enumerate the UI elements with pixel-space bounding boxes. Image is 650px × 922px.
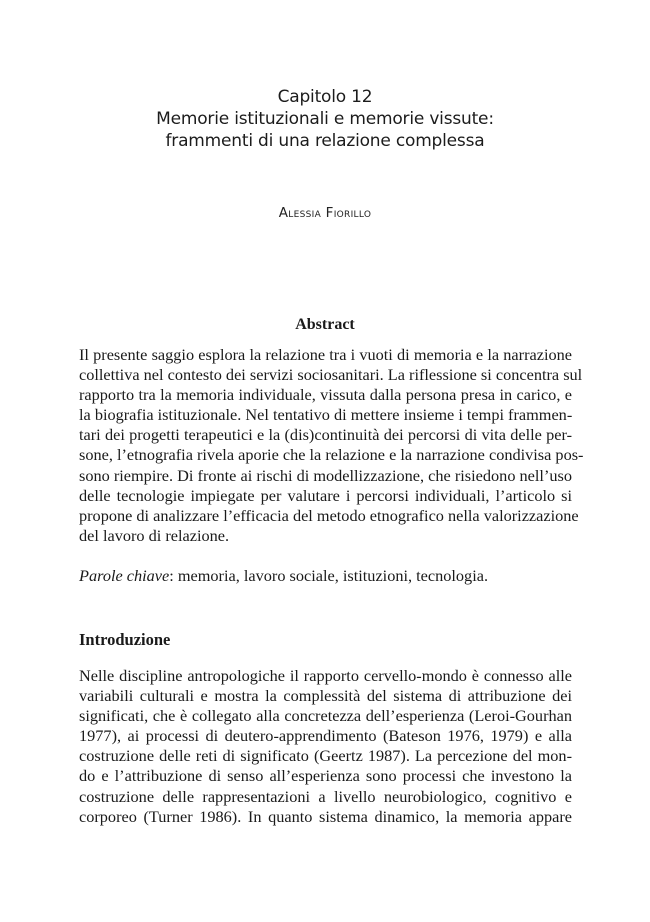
keywords-label: Parole chiave xyxy=(79,566,170,585)
intro-line: corporeo (Turner 1986). In quanto sistema dinamico, la memoria appare xyxy=(79,806,572,826)
abstract-heading: Abstract xyxy=(295,316,355,333)
intro-line: variabili culturali e mostra la complessità del sistema di attribuzione dei xyxy=(79,686,572,706)
abstract-line: rapporto tra la memoria individuale, vissuta dalla persona presa in carico, e xyxy=(79,385,572,405)
abstract-line: del lavoro di relazione. xyxy=(79,525,230,545)
chapter-title-line-1: Memorie istituzionali e memorie vissute: xyxy=(156,109,494,129)
intro-line: Nelle discipline antropologiche il rapporto cervello-mondo è connesso alle xyxy=(79,666,572,685)
abstract-line: sono riempire. Di fronte ai rischi di modellizzazione, che risiedono nell’uso xyxy=(79,465,572,485)
intro-line: do e l’attribuzione di senso all’esperienza sono processi che investono la xyxy=(79,766,572,786)
author-name: Alessia Fiorillo xyxy=(278,205,372,221)
abstract-line: la biografia istituzionale. Nel tentativo di mettere insieme i tempi frammen- xyxy=(79,405,573,425)
chapter-heading xyxy=(0,86,650,152)
chapter-title-line-2: frammenti di una relazione complessa xyxy=(165,131,485,151)
intro-line: costruzione delle rappresentazioni a livello neurobiologico, cognitivo e xyxy=(79,786,572,806)
abstract-line: collettiva nel contesto dei servizi sociosanitari. La riflessione si concentra sul xyxy=(79,365,583,385)
keywords-line xyxy=(79,566,572,586)
abstract-line: delle tecnologie impiegate per valutare i percorsi individuali, l’articolo si xyxy=(79,485,572,505)
keywords-list: : memoria, lavoro sociale, istituzioni, tecnologia. xyxy=(169,566,489,585)
abstract-paragraph xyxy=(79,345,584,546)
introduction-heading: Introduzione xyxy=(79,630,171,649)
abstract-line: sone, l’etnografia rivela aporie che la relazione e la narrazione condivisa pos- xyxy=(79,445,584,465)
chapter-number: Capitolo 12 xyxy=(277,87,373,107)
abstract-line: Il presente saggio esplora la relazione tra i vuoti di memoria e la narrazione xyxy=(79,345,572,364)
intro-line: significati, che è collegato alla concretezza dell’esperienza (Leroi-Gourhan xyxy=(79,706,572,726)
intro-line: costruzione delle reti di significato (Geertz 1987). La percezione del mon- xyxy=(79,746,572,766)
abstract-line: propone di analizzare l’efficacia del metodo etnografico nella valorizzazione xyxy=(79,505,579,525)
intro-line: 1977), ai processi di deutero-apprendimento (Bateson 1976, 1979) e alla xyxy=(79,726,572,746)
abstract-line: tari dei progetti terapeutici e la (dis)continuità dei percorsi di vita delle per- xyxy=(79,425,572,445)
introduction-paragraph xyxy=(79,666,572,827)
